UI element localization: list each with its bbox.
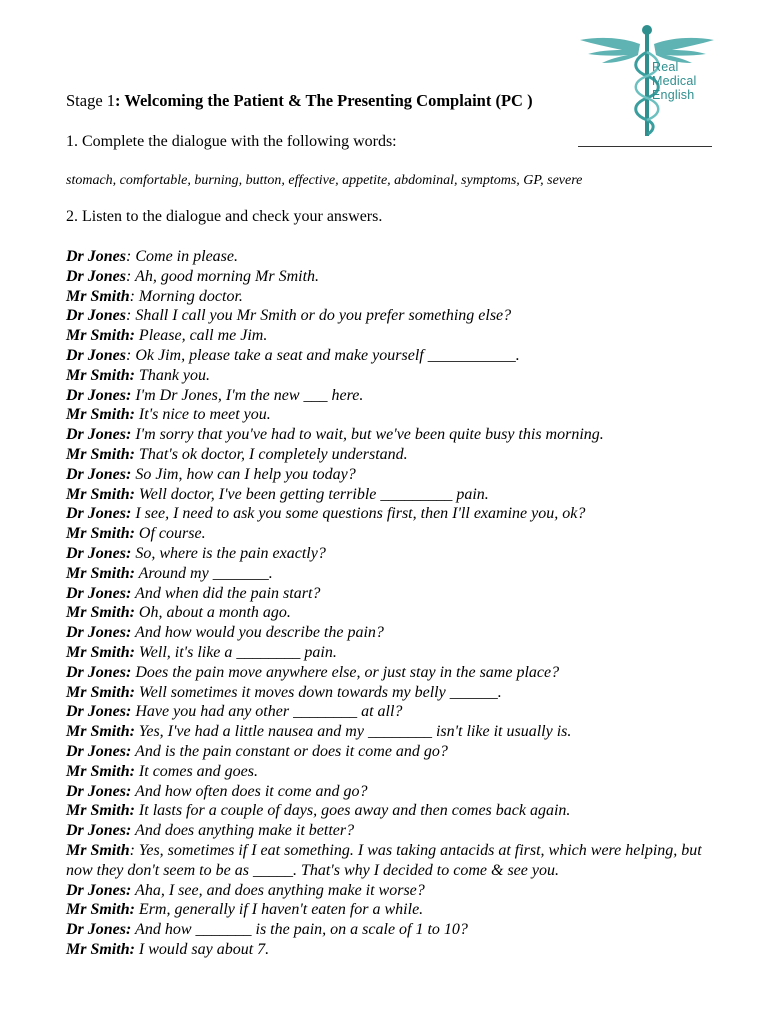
instruction-complete: 1. Complete the dialogue with the following words: xyxy=(66,133,397,150)
dialogue-text: : Yes, sometimes if I eat something. I was taking antacids at first, which were helping, but now they don't seem to be as _____. That's why I decided to come & see you. xyxy=(66,841,702,879)
dialogue-line xyxy=(66,267,726,287)
speaker-name: Dr Jones: xyxy=(66,386,132,404)
speaker-name: Dr Jones: xyxy=(66,584,132,602)
dialogue-text: And when did the pain start? xyxy=(131,584,321,602)
speaker-name: Dr Jones: xyxy=(66,505,132,523)
speaker-name: Mr Smith: xyxy=(66,445,135,463)
dialogue-text: Oh, about a month ago. xyxy=(134,604,291,622)
dialogue-text: : Ok Jim, please take a seat and make yourself ___________. xyxy=(126,346,520,364)
speaker-name: Dr Jones: xyxy=(66,742,132,760)
dialogue xyxy=(66,247,726,960)
speaker-name: Mr Smith: xyxy=(66,604,135,622)
logo-line-english: English xyxy=(652,88,695,102)
speaker-name: Mr Smith: xyxy=(66,525,135,543)
dialogue-text: I'm Dr Jones, I'm the new ___ here. xyxy=(131,386,364,404)
speaker-name: Mr Smith: xyxy=(66,762,135,780)
logo-line-medical: Medical xyxy=(652,74,697,88)
dialogue-text: Well, it's like a ________ pain. xyxy=(134,643,337,661)
dialogue-text: I'm sorry that you've had to wait, but we've been quite busy this morning. xyxy=(131,426,604,444)
dialogue-line xyxy=(66,881,726,901)
dialogue-text: : Shall I call you Mr Smith or do you prefer something else? xyxy=(126,307,512,325)
dialogue-line xyxy=(66,524,726,544)
dialogue-line xyxy=(66,485,726,505)
speaker-name: Mr Smith: xyxy=(66,940,135,958)
speaker-name: Dr Jones: xyxy=(66,544,132,562)
dialogue-text: It's nice to meet you. xyxy=(134,406,271,424)
speaker-name: Mr Smith: xyxy=(66,802,135,820)
logo-line-real: Real xyxy=(652,60,679,74)
page-title xyxy=(66,91,533,111)
dialogue-text: : Ah, good morning Mr Smith. xyxy=(126,267,320,285)
dialogue-text: Erm, generally if I haven't eaten for a while. xyxy=(134,901,424,919)
speaker-name: Dr Jones: xyxy=(66,881,132,899)
dialogue-line xyxy=(66,702,726,722)
word-bank: stomach, comfortable, burning, button, effective, appetite, abdominal, symptoms, GP, severe xyxy=(66,173,583,188)
dialogue-line xyxy=(66,603,726,623)
speaker-name: Dr Jones: xyxy=(66,921,132,939)
dialogue-text: That's ok doctor, I completely understand. xyxy=(134,445,408,463)
speaker-name: Mr Smith: xyxy=(66,564,135,582)
dialogue-line xyxy=(66,346,726,366)
real-medical-english-logo xyxy=(572,22,722,140)
speaker-name: Mr Smith: xyxy=(66,327,135,345)
dialogue-line xyxy=(66,762,726,782)
speaker-name: Dr Jones xyxy=(66,346,127,364)
dialogue-line xyxy=(66,445,726,465)
dialogue-text: Yes, I've had a little nausea and my ________ isn't like it usually is. xyxy=(134,723,572,741)
dialogue-line xyxy=(66,722,726,742)
title-text: : Welcoming the Patient & The Presenting Complaint (PC ) xyxy=(115,91,533,110)
speaker-name: Dr Jones: xyxy=(66,703,132,721)
speaker-name: Dr Jones: xyxy=(66,782,132,800)
instruction-listen: 2. Listen to the dialogue and check your answers. xyxy=(66,208,383,225)
dialogue-line xyxy=(66,306,726,326)
dialogue-line xyxy=(66,386,726,406)
dialogue-line xyxy=(66,643,726,663)
speaker-name: Mr Smith: xyxy=(66,366,135,384)
dialogue-line xyxy=(66,663,726,683)
speaker-name: Mr Smith: xyxy=(66,406,135,424)
logo-wordmark xyxy=(652,60,696,102)
dialogue-text: Please, call me Jim. xyxy=(134,327,268,345)
speaker-name: Mr Smith: xyxy=(66,683,135,701)
dialogue-text: So Jim, how can I help you today? xyxy=(131,465,356,483)
dialogue-text: Does the pain move anywhere else, or just stay in the same place? xyxy=(131,663,560,681)
speaker-name: Mr Smith: xyxy=(66,643,135,661)
dialogue-text: Around my _______. xyxy=(134,564,273,582)
dialogue-line xyxy=(66,287,726,307)
title-stage: Stage 1 xyxy=(66,91,116,110)
dialogue-line xyxy=(66,940,726,960)
dialogue-line xyxy=(66,405,726,425)
dialogue-line xyxy=(66,247,726,267)
name-line xyxy=(578,146,712,147)
speaker-name: Dr Jones: xyxy=(66,663,132,681)
speaker-name: Dr Jones: xyxy=(66,624,132,642)
dialogue-line xyxy=(66,782,726,802)
dialogue-text: Thank you. xyxy=(134,366,211,384)
dialogue-line xyxy=(66,623,726,643)
speaker-name: Mr Smith: xyxy=(66,485,135,503)
speaker-name: Dr Jones: xyxy=(66,465,132,483)
dialogue-text: : Morning doctor. xyxy=(129,287,243,305)
speaker-name: Mr Smith: xyxy=(66,901,135,919)
speaker-name: Dr Jones xyxy=(66,307,127,325)
speaker-name: Mr Smith xyxy=(66,841,130,859)
dialogue-line xyxy=(66,900,726,920)
dialogue-text: It lasts for a couple of days, goes away and then comes back again. xyxy=(134,802,571,820)
dialogue-text: Aha, I see, and does anything make it worse? xyxy=(131,881,425,899)
dialogue-line xyxy=(66,920,726,940)
dialogue-text: And how _______ is the pain, on a scale of 1 to 10? xyxy=(131,921,468,939)
dialogue-text: And is the pain constant or does it come and go? xyxy=(131,742,448,760)
dialogue-text: Of course. xyxy=(134,525,206,543)
dialogue-text: Well sometimes it moves down towards my belly ______. xyxy=(134,683,502,701)
speaker-name: Dr Jones: xyxy=(66,822,132,840)
dialogue-text: Have you had any other ________ at all? xyxy=(131,703,403,721)
dialogue-line xyxy=(66,366,726,386)
speaker-name: Mr Smith xyxy=(66,287,130,305)
dialogue-line xyxy=(66,584,726,604)
dialogue-text: And does anything make it better? xyxy=(131,822,355,840)
dialogue-line xyxy=(66,425,726,445)
dialogue-line xyxy=(66,544,726,564)
dialogue-line xyxy=(66,742,726,762)
dialogue-line xyxy=(66,841,726,881)
dialogue-line xyxy=(66,821,726,841)
dialogue-text: : Come in please. xyxy=(126,248,238,265)
dialogue-text: So, where is the pain exactly? xyxy=(131,544,326,562)
dialogue-text: I would say about 7. xyxy=(134,940,270,958)
caduceus-icon xyxy=(572,22,722,140)
dialogue-text: And how would you describe the pain? xyxy=(131,624,384,642)
speaker-name: Dr Jones xyxy=(66,267,127,285)
dialogue-line xyxy=(66,801,726,821)
dialogue-line xyxy=(66,326,726,346)
dialogue-line xyxy=(66,564,726,584)
dialogue-text: I see, I need to ask you some questions first, then I'll examine you, ok? xyxy=(131,505,586,523)
dialogue-line xyxy=(66,465,726,485)
speaker-name: Mr Smith: xyxy=(66,723,135,741)
dialogue-text: And how often does it come and go? xyxy=(131,782,368,800)
speaker-name: Dr Jones xyxy=(66,248,127,265)
dialogue-line xyxy=(66,683,726,703)
speaker-name: Dr Jones: xyxy=(66,426,132,444)
dialogue-line xyxy=(66,504,726,524)
dialogue-text: Well doctor, I've been getting terrible _________ pain. xyxy=(134,485,489,503)
dialogue-text: It comes and goes. xyxy=(134,762,259,780)
